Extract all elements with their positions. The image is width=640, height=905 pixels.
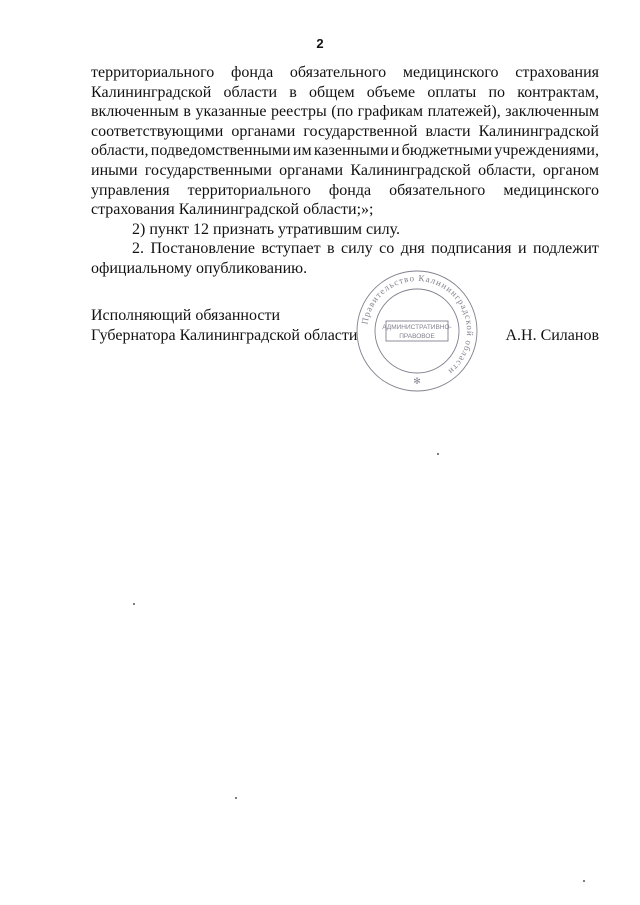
signatory-position-line-2: Губернатора Калининградской области: [91, 327, 358, 344]
paragraph-2: [91, 239, 599, 259]
word: платежей),: [427, 103, 501, 121]
word: Калининградской: [478, 122, 599, 140]
text-line: [91, 122, 599, 142]
signatory-position-line-1: Исполняющий обязанности: [91, 307, 281, 324]
text-line: [91, 83, 599, 103]
word: органами: [279, 161, 344, 179]
word: государственными: [144, 161, 272, 179]
scan-speck: [235, 797, 237, 799]
item-2: 2) пункт 12 признать утратившим силу.: [132, 220, 401, 238]
stamp-center-text-1: АДМИНИСТРАТИВНО-: [382, 324, 452, 331]
word: медицинского: [503, 181, 599, 199]
word: медицинского: [402, 64, 499, 81]
word: со: [379, 240, 395, 258]
paragraph-1-last-line: страхования Калининградской области;»;: [91, 201, 374, 219]
word: в: [289, 83, 297, 101]
word: подписания: [431, 240, 512, 258]
word: в: [183, 103, 191, 121]
word: включенным: [91, 103, 179, 121]
word: Калининградской: [91, 83, 212, 101]
word: им: [292, 142, 312, 160]
word: бюджетными: [401, 142, 493, 160]
word: силу: [341, 240, 373, 258]
text-line: [91, 63, 599, 83]
word: и: [390, 142, 400, 160]
text-line: [91, 141, 599, 161]
paragraph-2-last-line: официальному опубликованию.: [91, 259, 308, 277]
word: 2.: [132, 240, 144, 258]
word: страхования: [515, 64, 599, 81]
word: обязательного: [389, 181, 486, 199]
word: власти: [425, 122, 471, 140]
paragraph-1: [91, 63, 599, 200]
document-body: [91, 63, 599, 279]
signatory-name: А.Н. Силанов: [505, 327, 599, 344]
word: области,: [91, 142, 149, 160]
text-line: [91, 102, 599, 122]
word: территориального: [91, 64, 215, 81]
word: управления: [91, 181, 170, 199]
word: вступает: [261, 240, 321, 258]
word: органом: [542, 161, 599, 179]
stamp-asterisk-icon: ✻: [413, 376, 421, 386]
word: Калининградской: [350, 161, 471, 179]
signatory-position: [91, 306, 357, 346]
stamp-center-text-2: ПРАВОВОЕ: [399, 333, 435, 340]
word: государственной: [303, 122, 418, 140]
word: области,: [478, 161, 536, 179]
word: общем: [308, 83, 355, 101]
text-line: [91, 161, 599, 181]
scan-speck: [133, 603, 135, 605]
word: Постановление: [150, 240, 256, 258]
word: фонда: [328, 181, 372, 199]
official-seal-stamp: [352, 266, 482, 396]
word: оплаты: [427, 83, 477, 101]
page-number: 2: [316, 36, 324, 51]
word: органами: [231, 122, 296, 140]
word: в: [327, 240, 335, 258]
word: дня: [400, 240, 425, 258]
stamp-outer-text: Правительство Калининградской области: [359, 272, 476, 378]
word: обязательного: [289, 64, 387, 81]
word: казенными: [313, 142, 389, 160]
scan-speck: [437, 453, 439, 455]
text-line: [91, 181, 599, 201]
word: заключенным: [505, 103, 599, 121]
word: подлежит: [532, 240, 599, 258]
word: контрактам,: [517, 83, 599, 101]
word: иными: [91, 161, 138, 179]
scan-speck: [583, 880, 585, 882]
word: территориального: [187, 181, 311, 199]
word: соответствующими: [91, 122, 224, 140]
word: по: [488, 83, 506, 101]
text-line: [132, 239, 599, 259]
word: и: [517, 240, 527, 258]
word: (по: [331, 103, 354, 121]
word: фонда: [231, 64, 274, 81]
word: подведомственными: [150, 142, 291, 160]
word: области: [223, 83, 278, 101]
word: графикам: [357, 103, 424, 121]
word: учреждениями,: [494, 142, 599, 160]
word: реестры: [271, 103, 327, 121]
word: указанные: [195, 103, 267, 121]
word: объеме: [366, 83, 416, 101]
